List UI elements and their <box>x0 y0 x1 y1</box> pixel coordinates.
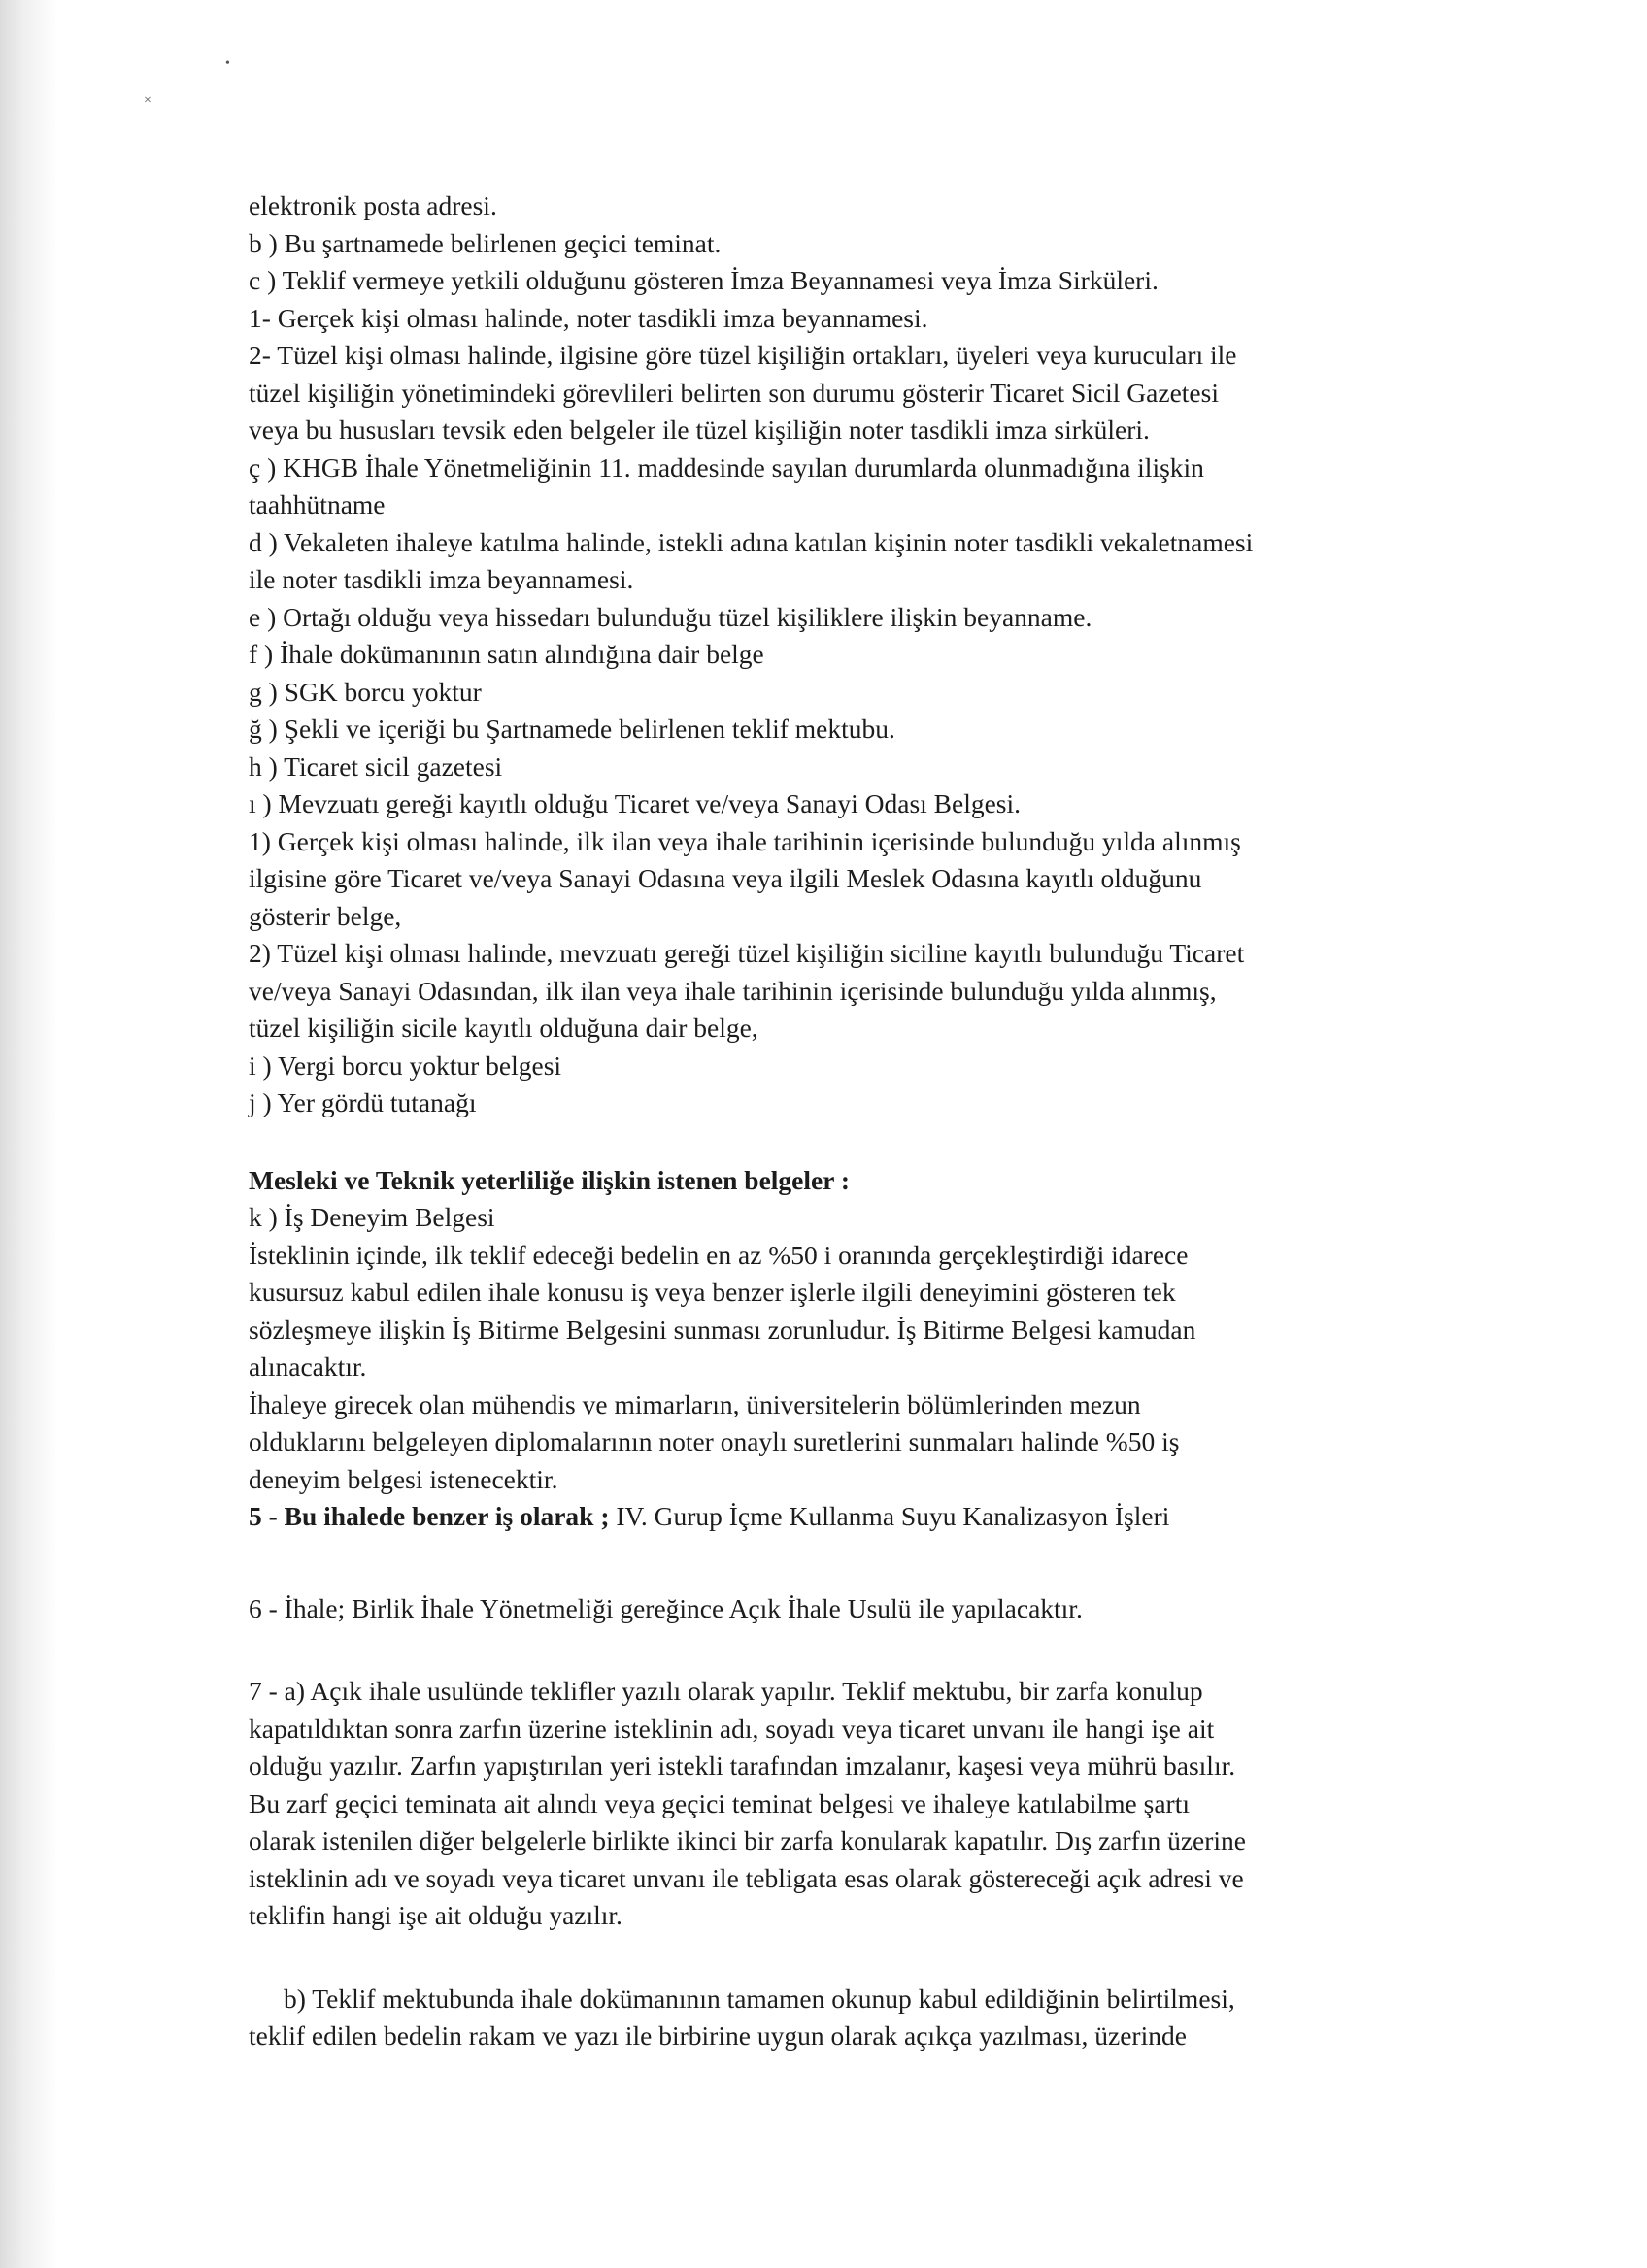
doc-line: 2- Tüzel kişi olması halinde, ilgisine göre tüzel kişiliğin ortakları, üyeleri veya kurucuları ile <box>249 340 1237 370</box>
doc-line: gösterir belge, <box>249 900 402 931</box>
doc-line: b ) Bu şartnamede belirlenen geçici teminat. <box>249 227 722 258</box>
doc-line: ilgisine göre Ticaret ve/veya Sanayi Odasına veya ilgili Meslek Odasına kayıtlı olduğunu <box>249 863 1202 893</box>
doc-line: f ) İhale dokümanının satın alındığına dair belge <box>249 639 764 669</box>
doc-line: ile noter tasdikli imza beyannamesi. <box>249 564 634 594</box>
doc-line: 7 - a) Açık ihale usulünde teklifler yazılı olarak yapılır. Teklif mektubu, bir zarfa konulup <box>249 1676 1203 1706</box>
doc-line: elektronik posta adresi. <box>249 190 497 220</box>
doc-line: olduğu yazılır. Zarfın yapıştırılan yeri istekli tarafından imzalanır, kaşesi veya mührü basılır. <box>249 1751 1236 1781</box>
item-6: 6 - İhale; Birlik İhale Yönetmeliği gereğince Açık İhale Usulü ile yapılacaktır. <box>249 1592 1083 1623</box>
doc-line: olduklarını belgeleyen diplomalarının noter onaylı suretlerini sunmaları halinde %50 iş <box>249 1426 1180 1456</box>
experience-requirements <box>249 1199 1511 1498</box>
scan-speck: × <box>144 93 151 108</box>
section-heading-mesleki: Mesleki ve Teknik yeterliliğe ilişkin istenen belgeler : <box>249 1164 850 1195</box>
document-page <box>249 187 1511 2055</box>
scan-speck: • <box>225 56 230 71</box>
doc-line: teklifin hangi işe ait olduğu yazılır. <box>249 1900 622 1930</box>
doc-line: sözleşmeye ilişkin İş Bitirme Belgesini sunması zorunludur. İş Bitirme Belgesi kamudan <box>249 1314 1196 1345</box>
doc-line: Bu zarf geçici teminata ait alındı veya geçici teminat belgesi ve ihaleye katılabilme şartı <box>249 1787 1190 1818</box>
item-7b <box>249 1981 1511 2055</box>
doc-line: j ) Yer gördü tutanağı <box>249 1087 477 1117</box>
doc-line: d ) Vekaleten ihaleye katılma halinde, istekli adına katılan kişinin noter tasdikli vekaletnamesi <box>249 526 1254 557</box>
doc-line: 2) Tüzel kişi olması halinde, mevzuatı gereği tüzel kişiliğin siciline kayıtlı bulunduğu Ticaret <box>249 938 1245 968</box>
doc-line: isteklinin adı ve soyadı veya ticaret unvanı ile tebligata esas olarak göstereceği açık adresi ve <box>249 1862 1244 1893</box>
doc-line: i ) Vergi borcu yoktur belgesi <box>249 1050 562 1081</box>
doc-line: ğ ) Şekli ve içeriği bu Şartnamede belirlenen teklif mektubu. <box>249 714 895 744</box>
doc-line: taahhütname <box>249 489 386 519</box>
requirements-list <box>249 187 1511 1122</box>
item-5-text: IV. Gurup İçme Kullanma Suyu Kanalizasyon İşleri <box>609 1501 1170 1531</box>
doc-line: veya bu hususları tevsik eden belgeler ile tüzel kişiliğin noter tasdikli imza sirküleri. <box>249 415 1150 445</box>
doc-line: h ) Ticaret sicil gazetesi <box>249 750 503 782</box>
item-7a <box>249 1673 1511 1935</box>
doc-line: ç ) KHGB İhale Yönetmeliğinin 11. maddesinde sayılan durumlarda olunmadığına ilişkin <box>249 451 1204 483</box>
scan-edge-shadow <box>0 0 58 2268</box>
doc-line: b) Teklif mektubunda ihale dokümanının tamamen okunup kabul edildiğinin belirtilmesi, <box>284 1983 1235 2014</box>
doc-line: g ) SGK borcu yoktur <box>249 676 482 707</box>
doc-line: ı ) Mevzuatı gereği kayıtlı olduğu Ticaret ve/veya Sanayi Odası Belgesi. <box>249 788 1022 818</box>
doc-line: kapatıldıktan sonra zarfın üzerine isteklinin adı, soyadı veya ticaret unvanı ile hangi işe ait <box>249 1713 1215 1744</box>
item-5 <box>249 1498 1511 1536</box>
doc-line: kusursuz kabul edilen ihale konusu iş veya benzer işlerle ilgili deneyimini gösteren tek <box>249 1277 1176 1307</box>
doc-line: e ) Ortağı olduğu veya hissedarı bulunduğu tüzel kişiliklere ilişkin beyanname. <box>249 601 1092 632</box>
doc-line: k ) İş Deneyim Belgesi <box>249 1202 495 1232</box>
doc-line: 1) Gerçek kişi olması halinde, ilk ilan veya ihale tarihinin içerisinde bulunduğu yılda alınmış <box>249 825 1241 856</box>
doc-line: ve/veya Sanayi Odasından, ilk ilan veya ihale tarihinin içerisinde bulunduğu yılda alınmış, <box>249 975 1217 1006</box>
doc-line: teklif edilen bedelin rakam ve yazı ile birbirine uygun olarak açıkça yazılması, üzerinde <box>249 2020 1187 2051</box>
item-5-label: 5 - Bu ihalede benzer iş olarak ; <box>249 1501 610 1531</box>
doc-line: c ) Teklif vermeye yetkili olduğunu gösteren İmza Beyannamesi veya İmza Sirküleri. <box>249 265 1159 295</box>
doc-line: deneyim belgesi istenecektir. <box>249 1463 558 1494</box>
doc-line: İsteklinin içinde, ilk teklif edeceği bedelin en az %50 i oranında gerçekleştirdiği idarece <box>249 1239 1189 1270</box>
doc-line: tüzel kişiliğin yönetimindeki görevlileri belirten son durumu gösterir Ticaret Sicil Gazetesi <box>249 377 1219 408</box>
doc-line: İhaleye girecek olan mühendis ve mimarların, üniversitelerin bölümlerinden mezun <box>249 1388 1141 1419</box>
doc-line: 1- Gerçek kişi olması halinde, noter tasdikli imza beyannamesi. <box>249 302 928 333</box>
doc-line: tüzel kişiliğin sicile kayıtlı olduğuna dair belge, <box>249 1013 758 1043</box>
doc-line: alınacaktır. <box>249 1351 367 1382</box>
doc-line: olarak istenilen diğer belgelerle birlikte ikinci bir zarfa konularak kapatılır. Dış zarfın üzerine <box>249 1825 1247 1855</box>
